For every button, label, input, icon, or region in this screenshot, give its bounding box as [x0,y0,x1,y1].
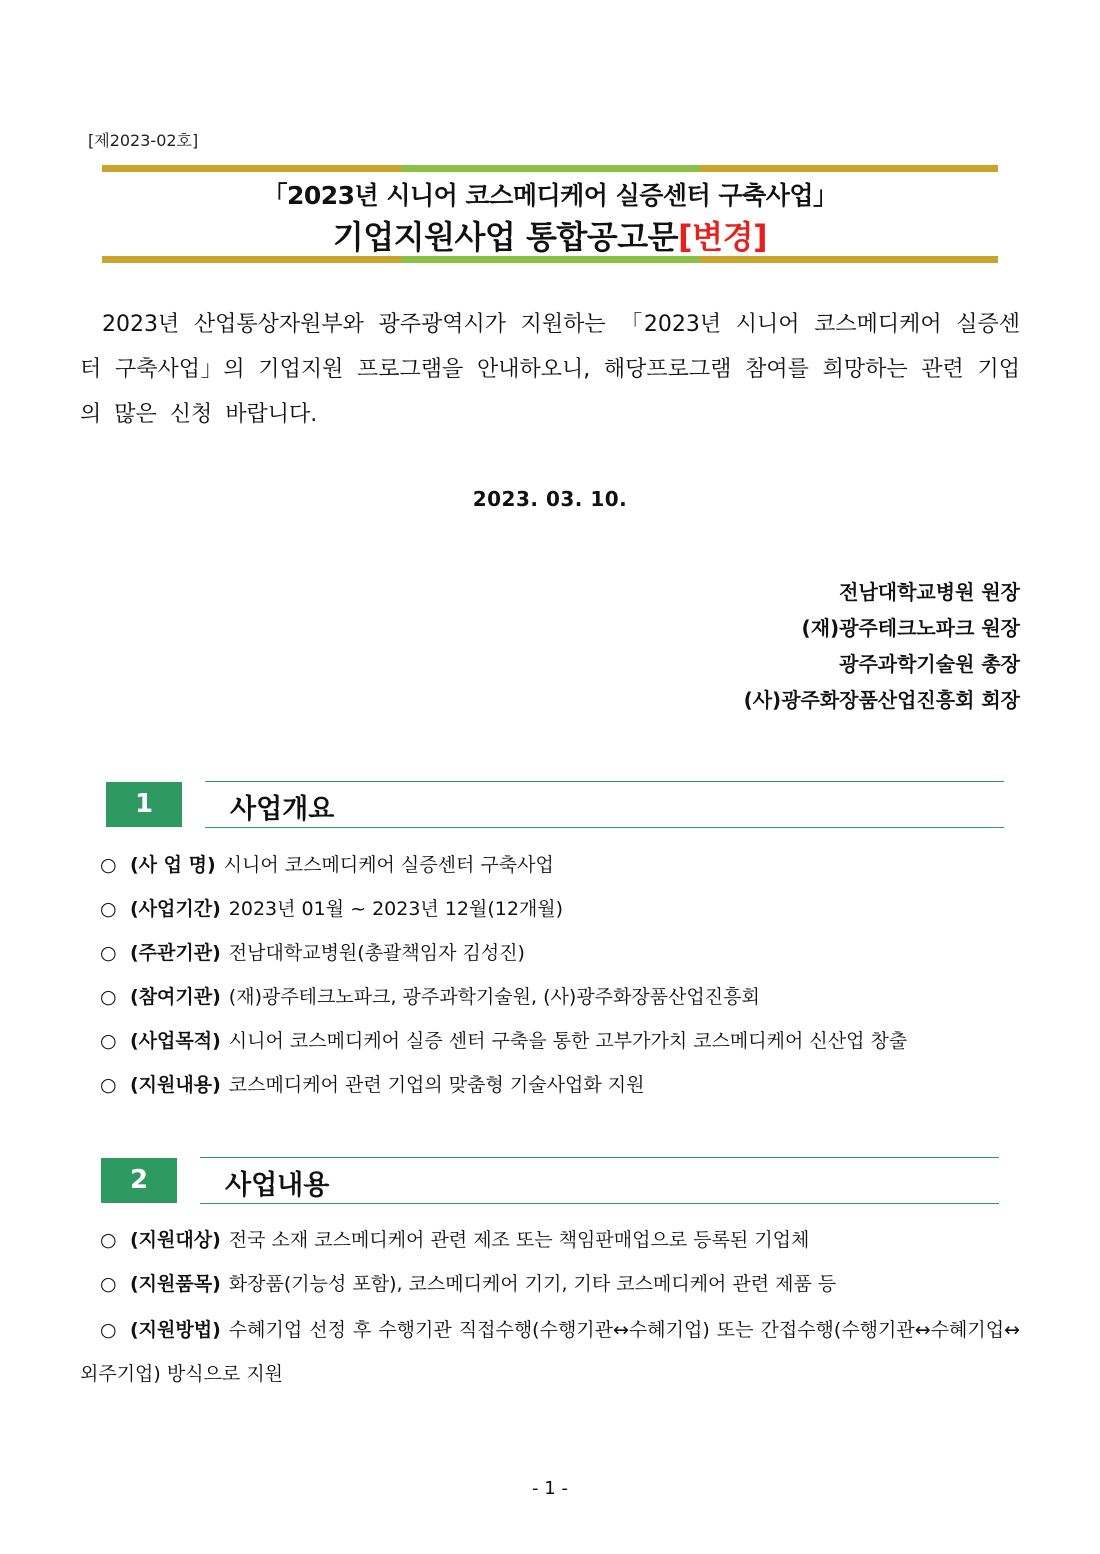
intro-paragraph [80,302,1020,437]
section-1-bottom-line [205,827,1004,828]
signer: (사)광주화장품산업진흥회 회장 [743,688,1020,712]
change-marker: [변경] [678,218,768,256]
section-2-number-badge: 2 [101,1158,177,1203]
list-item: ○ (사업기간) 2023년 01월 ~ 2023년 12월(12개월) [100,898,564,920]
section-2-top-line [200,1157,999,1158]
signer: 광주과학기술원 총장 [839,652,1020,676]
signer: (재)광주테크노파크 원장 [801,616,1020,640]
signers-block [744,574,1020,718]
title-line-2 [0,212,1100,258]
title-bottom-rule [102,256,998,263]
title-line-1: 「2023년 시니어 코스메디케어 실증센터 구축사업」 [262,181,838,210]
list-item: ○ (지원대상) 전국 소재 코스메디케어 관련 제조 또는 책임판매업으로 등록된 기업체 [100,1229,810,1251]
announcement-date: 2023. 03. 10. [472,487,628,511]
list-item: ○ (사 업 명) 시니어 코스메디케어 실증센터 구축사업 [100,854,554,876]
page-number: - 1 - [532,1478,568,1499]
intro-text: 2023년 산업통상자원부와 광주광역시가 지원하는 「2023년 시니어 코스메디케어 실증센터 구축사업」의 기업지원 프로그램을 안내하오니, 해당프로그램 참여를 희망하는 관련 기업의 많은 신청 바랍니다. [80,312,1020,427]
list-item: ○ (주관기관) 전남대학교병원(총괄책임자 김성진) [100,942,525,964]
section-1-title: 사업개요 [230,794,335,825]
list-item: ○ (지원품목) 화장품(기능성 포함), 코스메디케어 기기, 기타 코스메디케어 관련 제품 등 [100,1273,837,1295]
list-item: ○ (지원방법) 수혜기업 선정 후 수행기관 직접수행(수행기관↔수혜기업) 또는 간접수행(수행기관↔수혜기업↔외주기업) 방식으로 지원 [80,1319,1020,1385]
title-main: 기업지원사업 통합공고문 [332,218,679,256]
list-item: ○ (사업목적) 시니어 코스메디케어 실증 센터 구축을 통한 고부가가치 코스메디케어 신산업 창출 [100,1030,908,1052]
title-top-rule [102,165,998,172]
signer: 전남대학교병원 원장 [839,580,1020,604]
section-1-top-line [205,781,1004,782]
section-2-bottom-line [200,1203,999,1204]
section-1-number-badge: 1 [106,782,182,827]
list-item: ○ (지원내용) 코스메디케어 관련 기업의 맞춤형 기술사업화 지원 [100,1074,645,1096]
document-number: [제2023-02호] [88,131,199,150]
list-item: ○ (참여기관) (재)광주테크노파크, 광주과학기술원, (사)광주화장품산업진흥회 [100,986,760,1008]
section-2-title: 사업내용 [225,1170,330,1201]
